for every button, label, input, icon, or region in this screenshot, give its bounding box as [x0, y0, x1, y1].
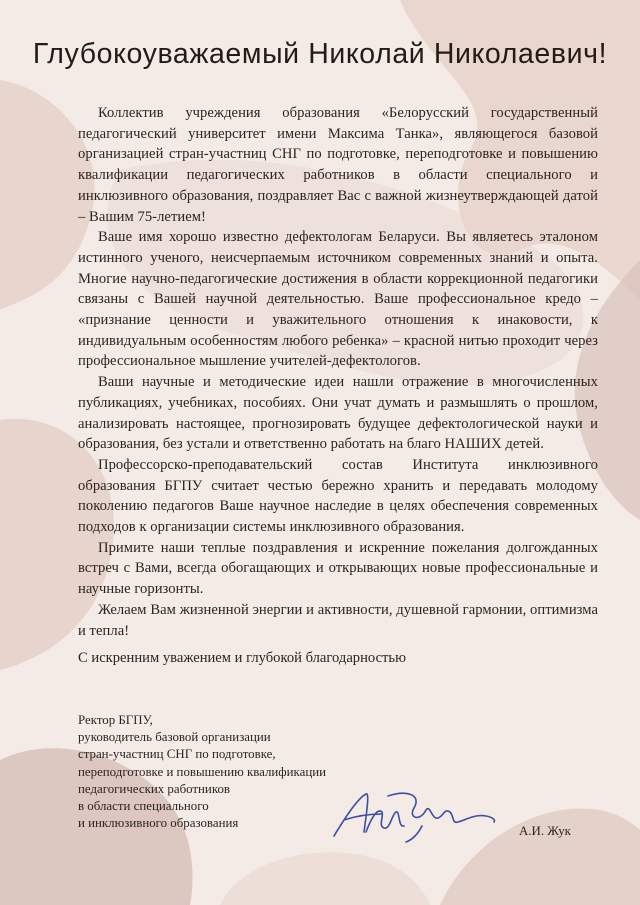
signatory-name: А.И. Жук	[519, 824, 571, 838]
paragraph-2: Ваше имя хорошо известно дефектологам Беларуси. Вы являетесь эталоном истинного ученого, неисчерпаемым источником современных знаний и опыта. Многие научно-педагогические достижения в области коррекционной педагогики связаны с Вашей научной деятельностью. Ваше профессиональное кредо – «признание ценности и уважительного отношения к инаковости, к индивидуальным особенностям любого ребенка» – красной нитью проходит через профессиональное мышление учителей-дефектологов.	[78, 229, 598, 370]
paragraph-6: Желаем Вам жизненной энергии и активности, душевной гармонии, оптимизма и тепла!	[78, 601, 598, 639]
paragraph-5: Примите наши теплые поздравления и искренние пожелания долгожданных встреч с Вами, всегда обогащающих и открывающих новые профессиональные и научные горизонты.	[78, 539, 598, 598]
signatory-line: педагогических работников	[78, 781, 230, 796]
signatory-line: Ректор БГПУ,	[78, 713, 153, 727]
signatory-line: в области специального	[78, 799, 209, 814]
letter-title: Глубокоуважаемый Николай Николаевич!	[32, 38, 608, 70]
paragraph-1: Коллектив учреждения образования «Белорусский государственный педагогический университет имени Максима Танка», являющегося базовой организацией стран-участниц СНГ по подготовке, переподготовке и повышению квалификации педагогических работников в области специального и инклюзивного образования, поздравляет Вас с важной жизнеутверждающей датой – Вашим 75-летием!	[78, 105, 598, 225]
paragraph-4: Профессорско-преподавательский состав Института инклюзивного образования БГПУ считает честью бережно хранить и передавать молодому поколению педагогов Ваше научное наследие в целях обеспечения современных подходов к организации системы инклюзивного образования.	[78, 456, 598, 536]
signatory-line: и инклюзивного образования	[78, 816, 239, 831]
closing-line: С искренним уважением и глубокой благодарностью	[78, 650, 406, 666]
handwritten-signature	[326, 786, 501, 846]
letter-body	[78, 103, 598, 641]
paragraph-3: Ваши научные и методические идеи нашли отражение в многочисленных публикациях, учебниках, пособиях. Они учат думать и размышлять о прошлом, анализировать настоящее, прогнозировать будущее дефектологической науки и образования, без устали и ответственно работать на благо НАШИХ детей.	[78, 374, 598, 453]
signatory-title-block	[78, 712, 326, 832]
signatory-line: стран-участниц СНГ по подготовке,	[78, 747, 276, 762]
signatory-line: переподготовке и повышению квалификации	[78, 764, 327, 779]
signatory-line: руководитель базовой организации	[78, 730, 271, 745]
